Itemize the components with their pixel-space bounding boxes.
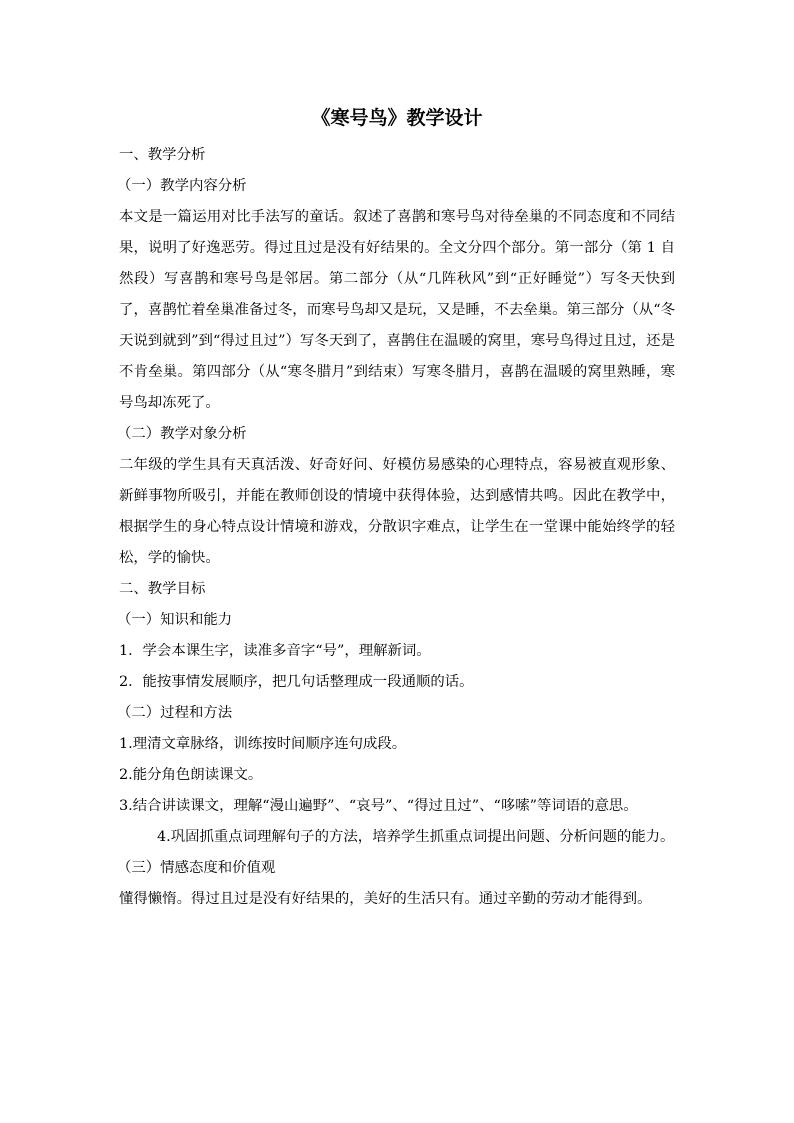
goal-knowledge-2: 2．能按事情发展顺序，把几句话整理成一段通顺的话。 [119,674,474,690]
document-title: 《寒号鸟》教学设计 [311,107,483,129]
document-body [119,140,675,915]
heading-teaching-analysis: 一、教学分析 [119,147,206,163]
subheading-emotion-values: （三）情感态度和价值观 [117,860,276,876]
paragraph-student-analysis: 二年级的学生具有天真活泼、好奇好问、好模仿易感染的心理特点，容易被直观形象、新鲜事物所吸引，并能在教师创设的情境中获得体验，达到感情共鸣。因此在教学中，根据学生的身心特点设计情境和游戏，分散识字难点，让学生在一堂课中能始终学的轻松，学的愉快。 [119,457,675,566]
paragraph-content-analysis: 本文是一篇运用对比手法写的童话。叙述了喜鹊和寒号鸟对待垒巢的不同态度和不同结果，说明了好逸恶劳。得过且过是没有好结果的。全文分四个部分。第一部分（第 1 自然段）写喜鹊和寒号鸟是邻居。第二部分（从“几阵秋风”到“正好睡觉”）写冬天快到了，喜鹊忙着垒巢准备过冬，而寒号鸟却又是玩，又是睡，不去垒巢。第三部分（从“冬天说到就到”到“得过且过”）写冬天到了，喜鹊住在温暖的窝里，寒号鸟得过且过，还是不肯垒巢。第四部分（从“寒冬腊月”到结束）写寒冬腊月，喜鹊在温暖的窝里熟睡，寒号鸟却冻死了。 [119,209,675,411]
heading-teaching-goals: 二、教学目标 [119,581,206,597]
goal-knowledge-1: 1．学会本课生字，读准多音字“号”，理解新词。 [119,643,431,659]
goal-method-4: 4.巩固抓重点词理解句子的方法，培养学生抓重点词提出问题、分析问题的能力。 [157,829,675,845]
goal-method-2: 2.能分角色朗读课文。 [119,767,263,783]
goal-emotion-1: 懂得懒惰。得过且过是没有好结果的，美好的生活只有。通过辛勤的劳动才能得到。 [119,891,652,907]
goal-method-1: 1.理清文章脉络，训练按时间顺序连句成段。 [119,736,407,752]
subheading-process-method: （二）过程和方法 [117,705,233,721]
subheading-student-analysis: （二）教学对象分析 [117,426,247,442]
subheading-knowledge-ability: （一）知识和能力 [117,612,233,628]
goal-method-3: 3.结合讲读课文，理解“漫山遍野”、“哀号”、“得过且过”、“哆嗦”等词语的意思。 [119,798,638,814]
subheading-content-analysis: （一）教学内容分析 [117,178,247,194]
